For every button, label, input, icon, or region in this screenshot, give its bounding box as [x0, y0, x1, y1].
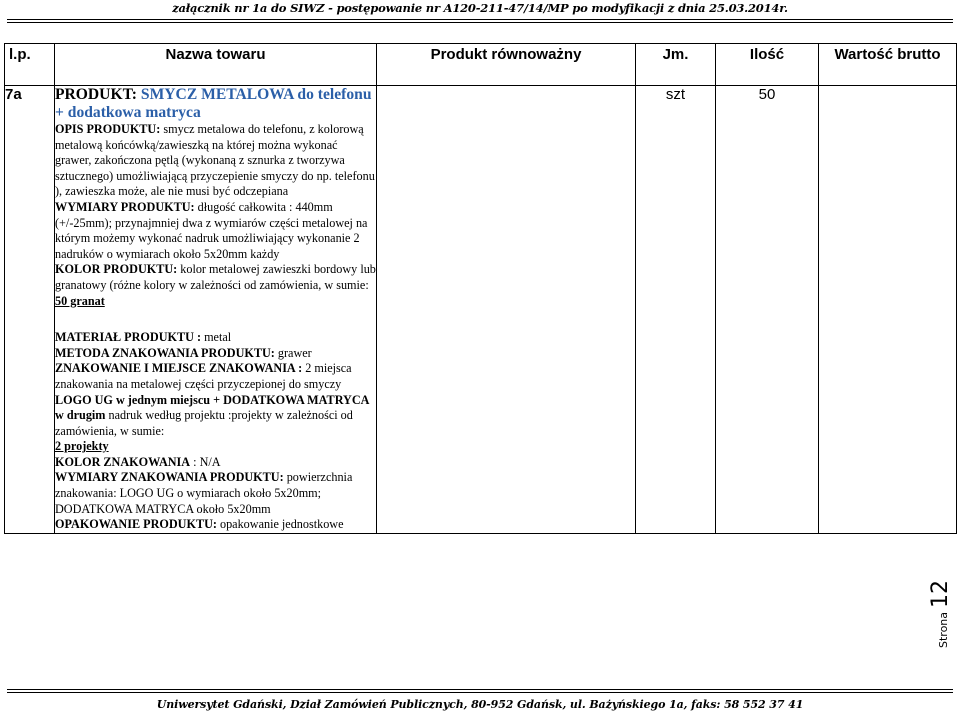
footer-rule-thin	[7, 692, 953, 693]
column-header-qty: Ilość	[716, 44, 819, 86]
kolor-text: kolor metalowej zawieszki bordowy lub granatowy (różne kolory w zależności od zamówienia, w sumie:	[55, 262, 376, 292]
column-header-name: Nazwa towaru	[55, 44, 377, 86]
opakowanie-text: opakowanie jednostkowe	[216, 517, 344, 532]
metoda-label: METODA ZNAKOWANIA PRODUKTU:	[55, 345, 275, 360]
row-qty: 50	[716, 86, 819, 534]
column-header-lp: l.p.	[5, 44, 55, 86]
table-row	[5, 86, 957, 534]
product-title-name: SMYCZ METALOWA do telefonu	[140, 86, 372, 103]
logo-paragraph	[55, 393, 376, 455]
row-description	[55, 86, 377, 534]
material-label: MATERIAŁ PRODUKTU :	[55, 330, 202, 345]
row-unit: szt	[636, 86, 716, 534]
header-rule-thin	[7, 22, 953, 23]
spacer	[55, 309, 376, 330]
wymiary-znakowania-text: powierzchnia znakowania: LOGO UG o wymiarach około 5x20mm; DODATKOWA MATRYCA około 5x20mm	[55, 470, 353, 516]
wymiary-paragraph	[55, 200, 376, 262]
column-header-value: Wartość brutto	[819, 44, 957, 86]
header-rule	[7, 19, 953, 20]
page-number-text	[928, 580, 953, 648]
logo-text: nadruk według projektu :projekty w zależności od zamówienia, w sumie:	[55, 408, 353, 438]
page-number-value: 12	[928, 579, 953, 608]
opakowanie-paragraph	[55, 517, 376, 533]
opis-label: OPIS PRODUKTU:	[55, 122, 161, 136]
column-header-unit: Jm.	[636, 44, 716, 86]
table-header-row	[5, 44, 957, 86]
material-text: metal	[201, 330, 232, 345]
product-title	[55, 86, 376, 122]
document-footer: Uniwersytet Gdański, Dział Zamówień Publicznych, 80-952 Gdańsk, ul. Bażyńskiego 1a, faks: 58 552 37 41	[156, 698, 804, 711]
kolor-znakowania-text: : N/A	[190, 454, 221, 469]
opis-paragraph	[55, 122, 376, 200]
wymiary-znakowania-paragraph	[55, 470, 376, 517]
metoda-text: grawer	[274, 345, 312, 360]
kolor-znakowania-label: KOLOR ZNAKOWANIA	[55, 454, 191, 469]
product-table	[4, 43, 957, 534]
projekty-count: 2 projekty	[55, 439, 109, 454]
opis-text: smycz metalowa do telefonu, z kolorową metalową końcówką/zawieszką na której można wykonać grawer, zakończona pętlą (wykonaną z sznurka z tworzywa sztucznego) umożliwiającą przyczepienie smyczy do np. telefonu ), zawieszka może, ale nie musi być odczepiana	[55, 122, 375, 199]
opakowanie-label: OPAKOWANIE PRODUKTU:	[55, 517, 217, 532]
znakowanie-paragraph	[55, 361, 376, 392]
page-number	[928, 578, 958, 648]
product-title-prefix: PRODUKT:	[55, 86, 141, 103]
page-label: Strona	[937, 611, 950, 648]
wymiary-label: WYMIARY PRODUKTU:	[55, 199, 195, 214]
znakowanie-text: 2 miejsca znakowania na metalowej części przyczepionej do smyczy	[55, 361, 352, 391]
kolor-znakowania-paragraph	[55, 455, 376, 471]
row-value	[819, 86, 957, 534]
wymiary-text: długość całkowita : 440mm (+/-25mm); przynajmniej dwa z wymiarów części metalowej na którym możemy wykonać nadruk umożliwiający wykonanie 2 nadruków o wymiarach około 5x20mm każdy	[55, 199, 368, 261]
znakowanie-label: ZNAKOWANIE I MIEJSCE ZNAKOWANIA :	[55, 361, 303, 376]
row-equivalent	[377, 86, 636, 534]
document-header: załącznik nr 1a do SIWZ - postępowanie nr A120-211-47/14/MP po modyfikacji z dnia 25.03.2014r.	[172, 1, 788, 15]
kolor-label: KOLOR PRODUKTU:	[55, 262, 178, 277]
logo-label: LOGO UG w jednym miejscu + DODATKOWA MATRYCA w drugim	[55, 392, 369, 423]
metoda-paragraph	[55, 346, 376, 362]
kolor-qty: 50 granat	[55, 293, 105, 308]
kolor-paragraph	[55, 262, 376, 309]
product-title-line2: + dodatkowa matryca	[55, 104, 201, 121]
column-header-equivalent: Produkt równoważny	[377, 44, 636, 86]
material-paragraph	[55, 330, 376, 346]
footer-rule	[7, 689, 953, 690]
row-lp: 7a	[5, 86, 55, 534]
wymiary-znakowania-label: WYMIARY ZNAKOWANIA PRODUKTU:	[55, 470, 284, 485]
